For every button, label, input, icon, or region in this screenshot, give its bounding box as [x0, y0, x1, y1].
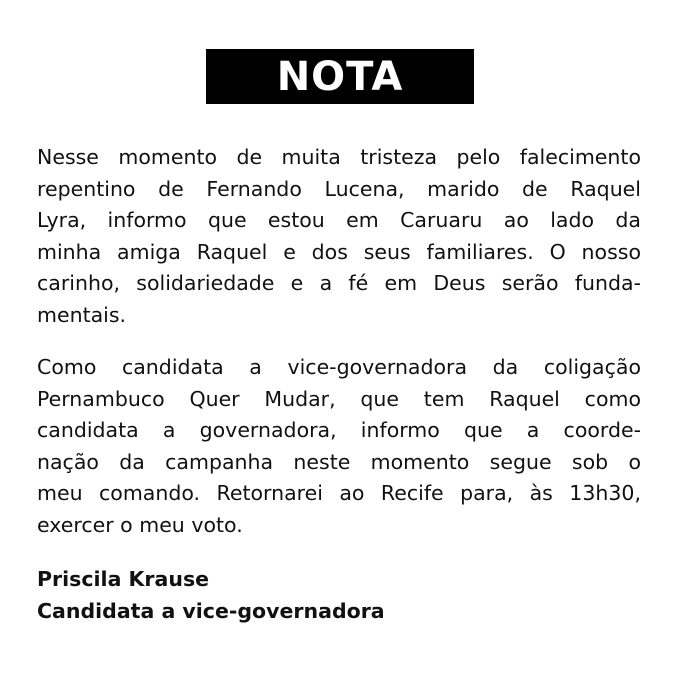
paragraph-line: exercer o meu voto.	[37, 512, 243, 537]
title-banner	[206, 49, 474, 104]
paragraph-line: carinho, solidariedade e a fé em Deus serão funda-	[37, 271, 641, 296]
paragraph-1	[37, 142, 641, 332]
signature-name: Priscila Krause	[37, 567, 210, 591]
paragraph-line: Como candidata a vice-governadora da coligação	[37, 355, 641, 379]
paragraph-line: nação da campanha neste momento segue sob o	[37, 449, 641, 474]
paragraph-2	[37, 352, 641, 542]
signature-role: Candidata a vice-governadora	[37, 598, 385, 623]
paragraph-line: minha amiga Raquel e dos seus familiares. O nosso	[37, 239, 641, 264]
paragraph-line: Lyra, informo que estou em Caruaru ao lado da	[37, 208, 641, 233]
paragraph-line: meu comando. Retornarei ao Recife para, às 13h30,	[37, 481, 641, 506]
paragraph-line: candidata a governadora, informo que a coorde-	[37, 418, 641, 443]
page-title: NOTA	[276, 53, 404, 100]
paragraph-line: repentino de Fernando Lucena, marido de Raquel	[37, 176, 641, 201]
paragraph-line: Pernambuco Quer Mudar, que tem Raquel como	[37, 386, 641, 411]
paragraph-line: mentais.	[37, 302, 127, 327]
paragraph-line: Nesse momento de muita tristeza pelo falecimento	[37, 145, 641, 169]
signature-block	[37, 564, 385, 627]
